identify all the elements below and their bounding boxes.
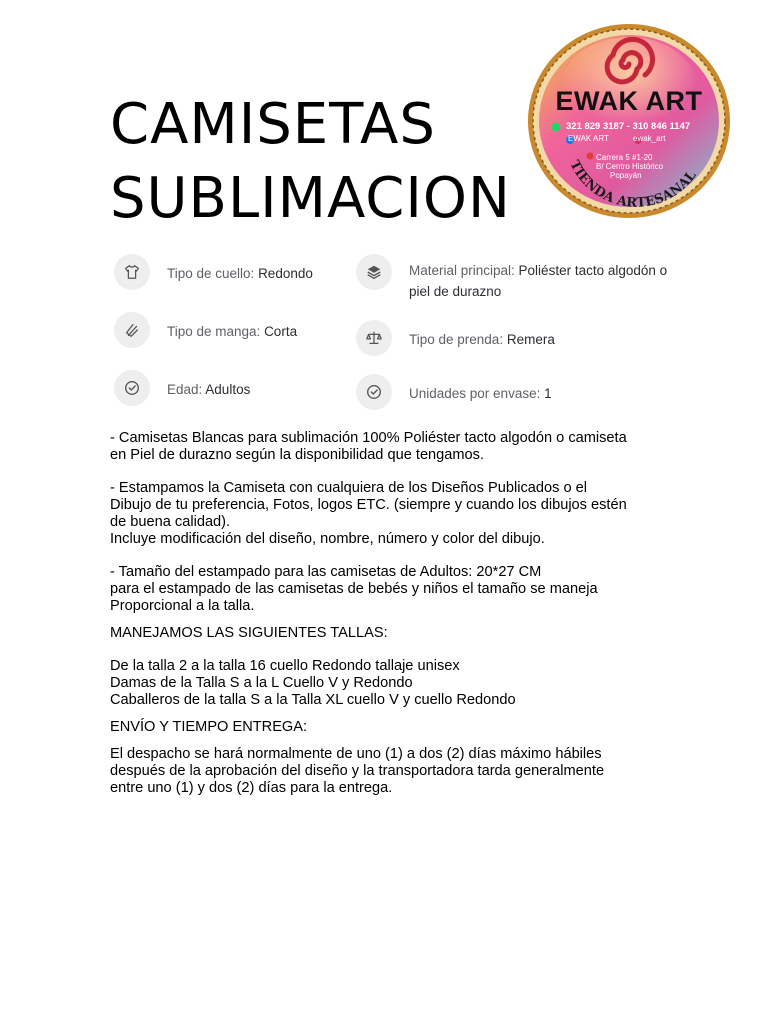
attr-unidades-text [409,383,552,404]
attr-unidades [356,374,552,410]
p2-line-1: - Estampamos la Camiseta con cualquiera de los Diseños Publicados o el [110,480,587,496]
shirt-icon [114,254,150,290]
p1-line-1: - Camisetas Blancas para sublimación 100% Poliéster tacto algodón o camiseta [110,430,627,446]
p2-line-2: Dibujo de tu preferencia, Fotos, logos ETC. (siempre y cuando los dibujos estén [110,497,627,513]
logo-social [568,135,665,143]
attr-material [356,254,667,302]
attr-value-cont: piel de durazno [409,284,502,299]
logo-instagram: ewak_art [633,134,666,143]
p3-line-2: para el estampado de las camisetas de bebés y niños el tamaño se maneja [110,581,598,597]
envio-line-2: después de la aprobación del diseño y la transportadora tarda generalmente [110,763,605,779]
attr-value: 1 [544,386,552,401]
attr-value: Redondo [258,266,313,281]
talla-line-1: De la talla 2 a la talla 16 cuello Redondo tallaje unisex [110,658,460,674]
layers-icon [356,254,392,290]
attr-tipo-cuello-text [167,263,313,284]
logo-brand: EWAK ART [555,86,703,116]
attr-label: Tipo de cuello: [167,266,259,281]
title-line-2: SUBLIMACION [110,166,511,231]
ewak-art-logo [526,22,732,220]
logo-facebook: EWAK ART [568,134,609,143]
check-circle-icon [356,374,392,410]
envio-heading: ENVÍO Y TIEMPO ENTREGA: [110,719,308,735]
attr-tipo-prenda-text [409,329,555,350]
check-circle-icon [114,370,150,406]
attr-tipo-prenda [356,320,555,356]
attr-tipo-cuello [114,254,313,290]
logo-address [596,153,663,180]
logo-address-line-3: Popayán [610,171,642,180]
logo-phones: 321 829 3187 - 310 846 1147 [566,121,691,132]
attr-value: Poliéster tacto algodón o [518,263,668,278]
talla-line-2: Damas de la Talla S a la L Cuello V y Redondo [110,675,413,691]
attr-tipo-manga-text [167,321,297,342]
attr-label: Edad: [167,382,206,397]
description-body [110,430,670,797]
p2-line-3: de buena calidad). [110,514,231,530]
product-attributes [114,252,694,412]
attr-value: Adultos [205,382,251,397]
tallas-heading: MANEJAMOS LAS SIGUIENTES TALLAS: [110,625,388,641]
attr-edad-text [167,379,250,400]
logo-address-line-2: B/ Centro Histórico [596,162,664,171]
page-title [110,88,511,236]
talla-line-3: Caballeros de la talla S a la Talla XL cuello V y cuello Redondo [110,692,516,708]
attr-material-text [409,260,667,302]
p2-line-4: Incluye modificación del diseño, nombre, número y color del dibujo. [110,531,545,547]
p3-line-1: - Tamaño del estampado para las camisetas de Adultos: 20*27 CM [110,564,542,580]
scale-icon [356,320,392,356]
envio-line-1: El despacho se hará normalmente de uno (1) a dos (2) días máximo hábiles [110,746,602,762]
attr-value: Remera [506,332,555,347]
attr-label: Tipo de prenda: [409,332,507,347]
attr-label: Material principal: [409,263,519,278]
title-line-1: CAMISETAS [110,92,436,157]
attr-label: Tipo de manga: [167,324,265,339]
attr-label: Unidades por envase: [409,386,545,401]
attr-edad [114,370,250,406]
attr-value: Corta [264,324,298,339]
envio-line-3: entre uno (1) y dos (2) días para la entrega. [110,780,393,796]
sleeve-icon [114,312,150,348]
logo-address-line-1: Carrera 5 #1-20 [596,153,653,162]
ring-text: TIENDA ARTESANAL [566,158,700,211]
p3-line-3: Proporcional a la talla. [110,598,255,614]
attr-tipo-manga [114,312,297,348]
p1-line-2: en Piel de durazno según la disponibilidad que tengamos. [110,447,485,463]
